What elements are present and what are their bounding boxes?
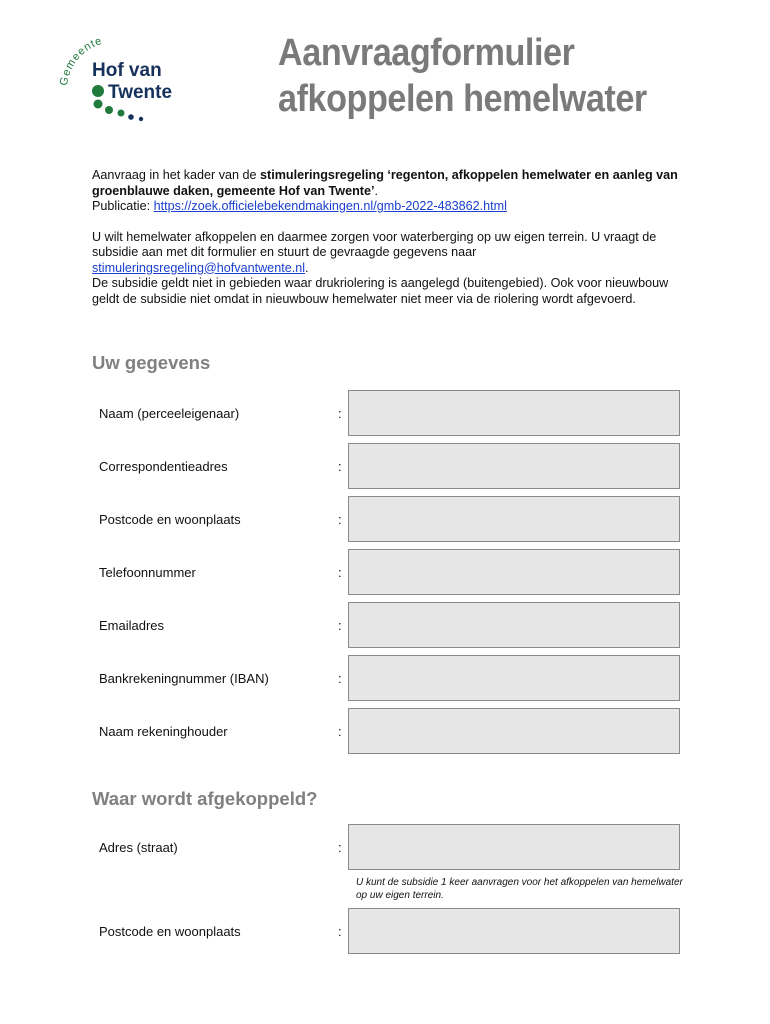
logo-line1: Hof van bbox=[92, 60, 162, 81]
rekeninghouder-input[interactable] bbox=[348, 708, 680, 754]
form-row-telefoon bbox=[92, 549, 684, 597]
field-label: Adres (straat) bbox=[99, 840, 178, 855]
form-row-correspondentieadres bbox=[92, 443, 684, 491]
field-colon: : bbox=[338, 459, 342, 474]
section-heading-uw-gegevens: Uw gegevens bbox=[92, 352, 211, 373]
subsidy-note: U kunt de subsidie 1 keer aanvragen voor het afkoppelen van hemelwater op uw eigen terrein. bbox=[356, 877, 683, 901]
municipality-logo bbox=[55, 28, 205, 128]
intro-p2-end: . bbox=[305, 260, 309, 275]
field-label: Naam (perceeleigenaar) bbox=[99, 406, 240, 421]
title-line-2: afkoppelen hemelwater bbox=[278, 78, 647, 120]
field-label: Naam rekeninghouder bbox=[99, 724, 228, 739]
form-row-naam bbox=[92, 390, 684, 438]
adres-straat-input[interactable] bbox=[348, 824, 680, 870]
title-line-1: Aanvraagformulier bbox=[278, 32, 575, 74]
field-colon: : bbox=[338, 618, 342, 633]
emailadres-input[interactable] bbox=[348, 602, 680, 648]
field-colon: : bbox=[338, 724, 342, 739]
form-row-iban bbox=[92, 655, 684, 703]
publication-link[interactable]: https://zoek.officielebekendmakingen.nl/gmb-2022-483862.html bbox=[153, 199, 507, 213]
intro-p1-suffix: . bbox=[374, 183, 378, 198]
logo-gemeente-text: Gemeente bbox=[57, 34, 105, 87]
field-label: Bankrekeningnummer (IBAN) bbox=[99, 671, 269, 686]
intro-p3-text: De subsidie geldt niet in gebieden waar drukriolering is aangelegd (buitengebied). Ook voor nieuwbouw geldt de subsidie niet omdat in nieuwbouw hemelwater niet meer via de riolering wordt afgevoerd. bbox=[92, 276, 669, 306]
publication-label: Publicatie: bbox=[92, 199, 154, 213]
intro-p2-text: U wilt hemelwater afkoppelen en daarmee zorgen voor waterberging op uw eigen terrein. U vraagt de subsidie aan met dit formulier en stuurt de gevraagde gegevens naar bbox=[92, 229, 657, 259]
field-colon: : bbox=[338, 924, 342, 939]
field-label: Postcode en woonplaats bbox=[99, 512, 241, 527]
form-row-email bbox=[92, 602, 684, 650]
iban-input[interactable] bbox=[348, 655, 680, 701]
document-title bbox=[278, 30, 710, 122]
intro-p1-prefix: Aanvraag in het kader van de bbox=[92, 168, 261, 182]
intro-paragraph-2 bbox=[92, 230, 692, 308]
field-label: Telefoonnummer bbox=[99, 565, 196, 580]
field-colon: : bbox=[338, 671, 342, 686]
field-colon: : bbox=[338, 840, 342, 855]
postcode-woonplaats-input[interactable] bbox=[348, 496, 680, 542]
form-row-rekeninghouder bbox=[92, 708, 684, 756]
section-heading-afkoppeling: Waar wordt afgekoppeld? bbox=[92, 788, 318, 809]
field-colon: : bbox=[338, 512, 342, 527]
form-row-postcode bbox=[92, 496, 684, 544]
field-label: Correspondentieadres bbox=[99, 459, 228, 474]
field-label: Postcode en woonplaats bbox=[99, 924, 241, 939]
form-row-adres bbox=[92, 824, 684, 872]
field-colon: : bbox=[338, 565, 342, 580]
form-row-afkoppel-postcode bbox=[92, 908, 684, 956]
field-label: Emailadres bbox=[99, 618, 165, 633]
field-colon: : bbox=[338, 406, 342, 421]
naam-input[interactable] bbox=[348, 390, 680, 436]
afkoppel-postcode-woonplaats-input[interactable] bbox=[348, 908, 680, 954]
email-link[interactable]: stimuleringsregeling@hofvantwente.nl bbox=[92, 260, 305, 275]
logo-line2: Twente bbox=[108, 82, 173, 103]
correspondentieadres-input[interactable] bbox=[348, 443, 680, 489]
intro-paragraph-1 bbox=[92, 168, 692, 215]
telefoonnummer-input[interactable] bbox=[348, 549, 680, 595]
regulation-name: stimuleringsregeling ‘regenton, afkoppelen hemelwater en aanleg van groenblauwe daken, gemeente Hof van Twente’ bbox=[92, 168, 678, 198]
intro-text bbox=[92, 168, 692, 322]
